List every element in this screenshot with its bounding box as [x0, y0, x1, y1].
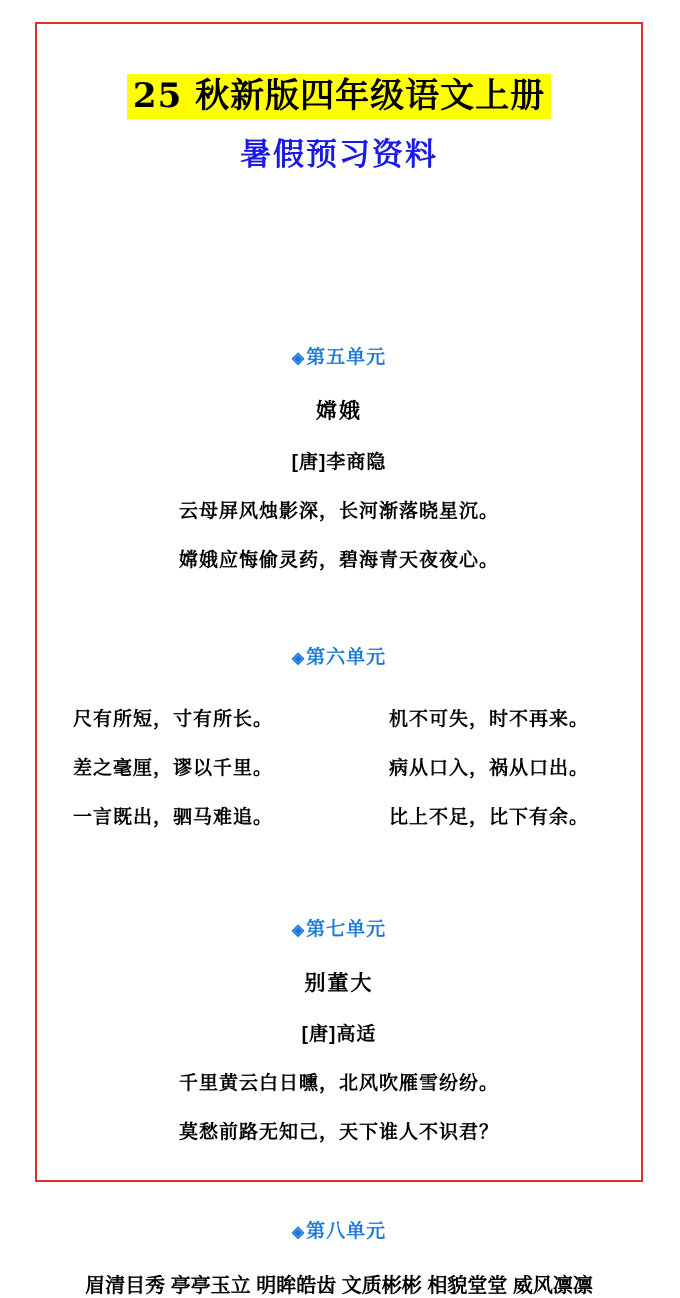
diamond-icon: ◈: [291, 349, 306, 367]
diamond-icon: ◈: [291, 1223, 306, 1241]
unit-heading-7-label: 第七单元: [306, 918, 387, 940]
main-title-row: [53, 74, 625, 119]
document-content: [35, 22, 643, 1297]
idiom-table: [53, 693, 625, 840]
unit-heading-7: [53, 914, 625, 941]
idiom-cell-right: 比上不足，比下有余。: [389, 806, 590, 828]
table-row: [53, 742, 625, 791]
table-row: [53, 791, 625, 840]
unit-heading-8-label: 第八单元: [306, 1220, 387, 1242]
vocabulary-line: 眉清目秀 亭亭玉立 明眸皓齿 文质彬彬 相貌堂堂 威风凛凛: [85, 1274, 593, 1297]
idiom-cell-left: 尺有所短，寸有所长。: [73, 708, 274, 730]
unit-heading-5-label: 第五单元: [306, 346, 387, 368]
page-subtitle: 暑假预习资料: [240, 136, 438, 173]
unit-heading-8: [53, 1216, 625, 1243]
idiom-cell-left: 一言既出，驷马难追。: [73, 806, 274, 828]
diamond-icon: ◈: [291, 649, 306, 667]
idiom-cell-right: 病从口入，祸从口出。: [389, 757, 590, 779]
poem-line: 嫦娥应悔偷灵药，碧海青天夜夜心。: [178, 549, 499, 571]
poem-line: 千里黄云白日曛，北风吹雁雪纷纷。: [178, 1072, 499, 1094]
poem-line: 莫愁前路无知己，天下谁人不识君？: [178, 1121, 499, 1143]
unit-heading-6-label: 第六单元: [306, 646, 387, 668]
unit-heading-6: [53, 642, 625, 669]
poem-title-5: 嫦娥: [316, 399, 362, 423]
idiom-cell-left: 差之毫厘，谬以千里。: [73, 757, 274, 779]
page-title: 25 秋新版四年级语文上册: [127, 74, 551, 119]
diamond-icon: ◈: [291, 921, 306, 939]
idiom-cell-right: 机不可失，时不再来。: [389, 708, 590, 730]
poem-author-5: [唐]李商隐: [291, 451, 387, 473]
unit-heading-5: [53, 342, 625, 369]
poem-line: 云母屏风烛影深，长河渐落晓星沉。: [178, 500, 499, 522]
poem-author-7: [唐]高适: [301, 1023, 377, 1045]
poem-title-7: 别董大: [304, 971, 374, 995]
table-row: [53, 693, 625, 742]
